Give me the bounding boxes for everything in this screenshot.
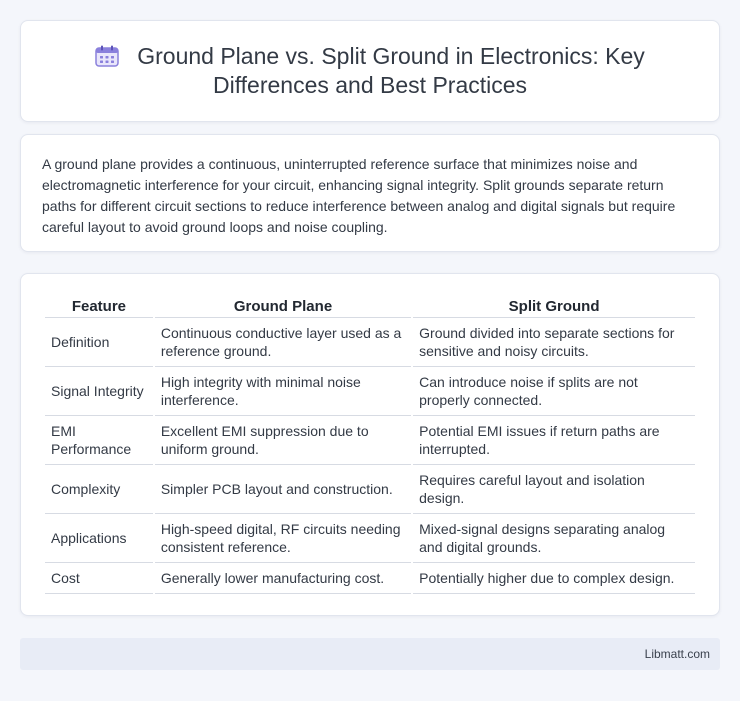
page-title-text: Ground Plane vs. Split Ground in Electronics: Key Differences and Best Practices xyxy=(137,43,645,98)
title-wrap xyxy=(60,42,680,100)
row-feature: Complexity xyxy=(45,465,153,514)
header-split-ground: Split Ground xyxy=(413,294,695,318)
table-row xyxy=(45,416,695,465)
row-feature: Signal Integrity xyxy=(45,367,153,416)
comparison-table xyxy=(43,294,697,594)
intro-card xyxy=(20,134,720,252)
row-split-ground: Mixed-signal designs separating analog and digital grounds. xyxy=(413,514,695,563)
table-row xyxy=(45,367,695,416)
table-header-row xyxy=(45,294,695,318)
row-split-ground: Potential EMI issues if return paths are interrupted. xyxy=(413,416,695,465)
intro-paragraph: A ground plane provides a continuous, uninterrupted reference surface that minimizes noise and electromagnetic interference for your circuit, enhancing signal integrity. Split grounds separate return paths for different circuit sections to reduce interference between analog and digital signals but require careful layout to avoid ground loops and noise coupling. xyxy=(42,156,676,235)
row-split-ground: Requires careful layout and isolation design. xyxy=(413,465,695,514)
row-feature: Cost xyxy=(45,563,153,594)
footer-brand-link[interactable]: Libmatt.com xyxy=(644,647,710,661)
comparison-table-card xyxy=(20,273,720,616)
row-ground-plane: High-speed digital, RF circuits needing consistent reference. xyxy=(155,514,411,563)
footer-bar xyxy=(20,638,720,670)
table-row xyxy=(45,318,695,367)
row-feature: Definition xyxy=(45,318,153,367)
table-row xyxy=(45,563,695,594)
header-ground-plane: Ground Plane xyxy=(155,294,411,318)
row-split-ground: Ground divided into separate sections for sensitive and noisy circuits. xyxy=(413,318,695,367)
title-card xyxy=(20,20,720,122)
row-ground-plane: Continuous conductive layer used as a reference ground. xyxy=(155,318,411,367)
page-title xyxy=(60,42,680,100)
header-feature: Feature xyxy=(45,294,153,318)
row-split-ground: Potentially higher due to complex design. xyxy=(413,563,695,594)
table-row xyxy=(45,514,695,563)
calendar-icon xyxy=(95,45,119,67)
row-ground-plane: Generally lower manufacturing cost. xyxy=(155,563,411,594)
row-split-ground: Can introduce noise if splits are not properly connected. xyxy=(413,367,695,416)
row-ground-plane: High integrity with minimal noise interference. xyxy=(155,367,411,416)
row-feature: Applications xyxy=(45,514,153,563)
row-ground-plane: Excellent EMI suppression due to uniform ground. xyxy=(155,416,411,465)
row-feature: EMI Performance xyxy=(45,416,153,465)
row-ground-plane: Simpler PCB layout and construction. xyxy=(155,465,411,514)
table-row xyxy=(45,465,695,514)
